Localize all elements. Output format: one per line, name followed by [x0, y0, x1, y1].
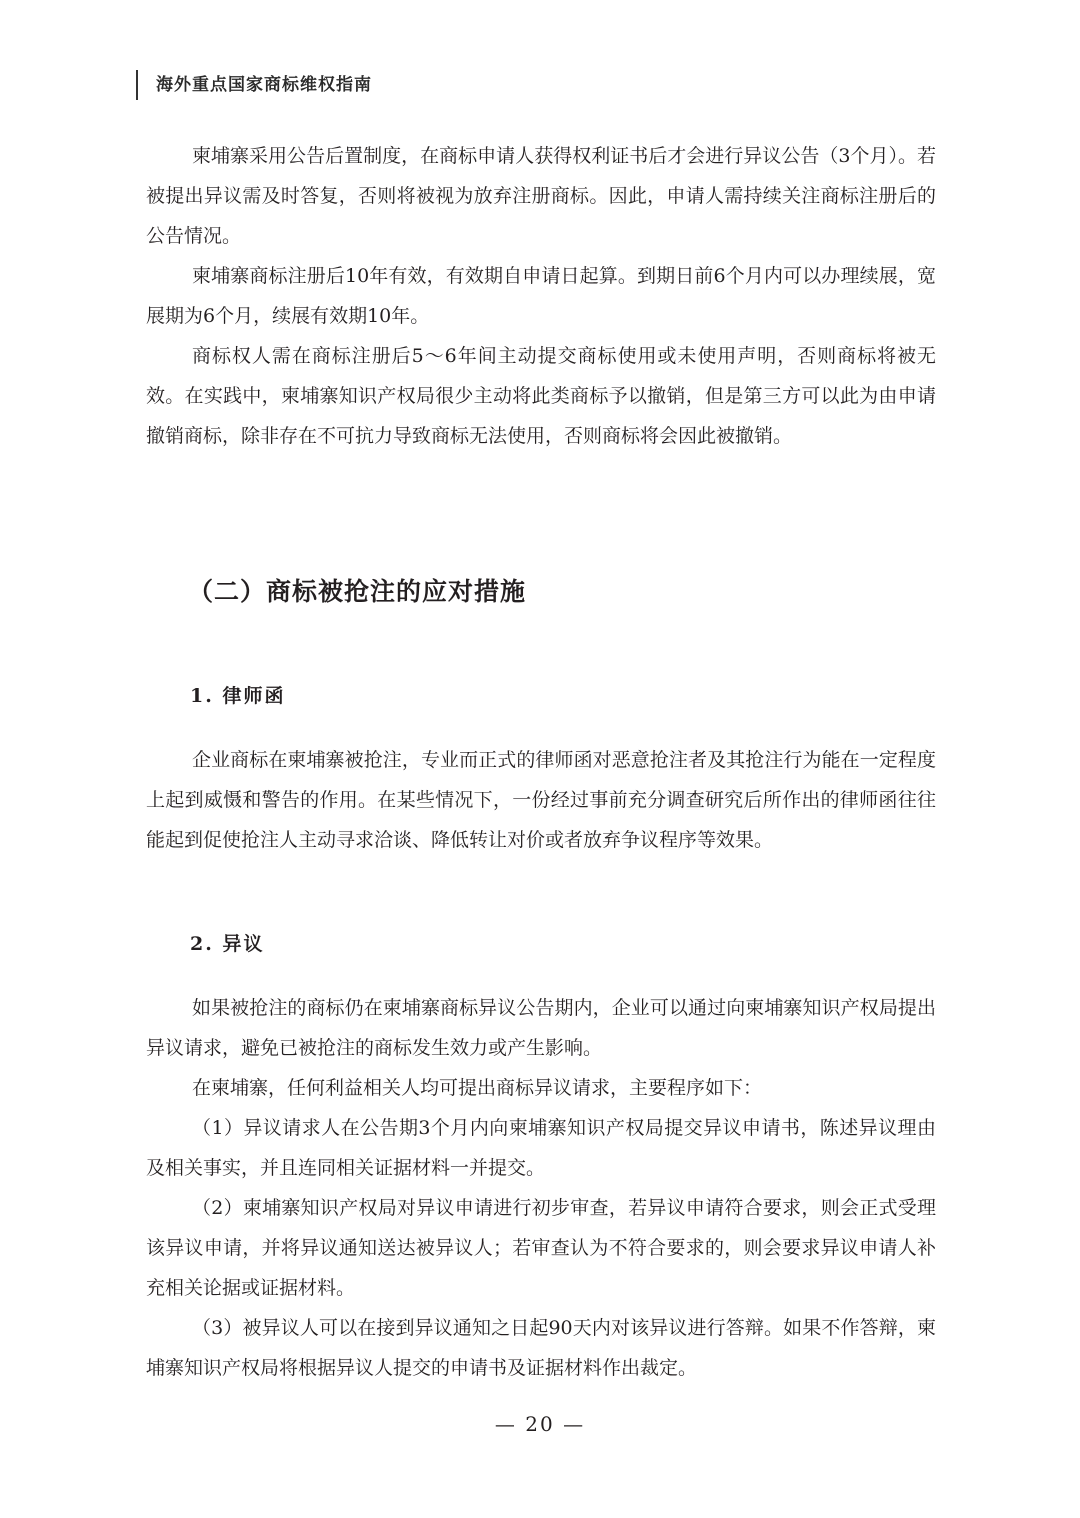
running-header-title: 海外重点国家商标维权指南 [136, 70, 372, 100]
paragraph-opposition-intro: 如果被抢注的商标仍在柬埔寨商标异议公告期内，企业可以通过向柬埔寨知识产权局提出异议请求，避免已被抢注的商标发生效力或产生影响。 [146, 997, 936, 1059]
paragraph-opposition-step-2: （2）柬埔寨知识产权局对异议申请进行初步审查，若异议申请符合要求，则会正式受理该异议申请，并将异议通知送达被异议人；若审查认为不符合要求的，则会要求异议申请人补充相关论据或证据材料。 [146, 1197, 936, 1299]
paragraph-opposition-procedure: 在柬埔寨，任何利益相关人均可提出商标异议请求，主要程序如下： [192, 1077, 763, 1099]
subheading-lawyer-letter: 1. 律师函 [190, 685, 286, 707]
paragraph-use-declaration: 商标权人需在商标注册后5～6年间主动提交商标使用或未使用声明，否则商标将被无效。在实践中，柬埔寨知识产权局很少主动将此类商标予以撤销，但是第三方可以此为由申请撤销商标，除非存在不可抗力导致商标无法使用，否则商标将会因此被撤销。 [146, 345, 936, 447]
paragraph-post-announcement: 柬埔寨采用公告后置制度，在商标申请人获得权利证书后才会进行异议公告（3个月）。若被提出异议需及时答复，否则将被视为放弃注册商标。因此，申请人需持续关注商标注册后的公告情况。 [146, 145, 936, 247]
paragraph-validity-renewal: 柬埔寨商标注册后10年有效，有效期自申请日起算。到期日前6个月内可以办理续展，宽展期为6个月，续展有效期10年。 [146, 265, 936, 327]
paragraph-opposition-step-1: （1）异议请求人在公告期3个月内向柬埔寨知识产权局提交异议申请书，陈述异议理由及相关事实，并且连同相关证据材料一并提交。 [146, 1117, 936, 1179]
paragraph-opposition-step-3: （3）被异议人可以在接到异议通知之日起90天内对该异议进行答辩。如果不作答辩，柬埔寨知识产权局将根据异议人提交的申请书及证据材料作出裁定。 [146, 1317, 936, 1379]
section-heading: （二）商标被抢注的应对措施 [188, 577, 527, 606]
page-number: — 20 — [494, 1412, 586, 1436]
subheading-opposition: 2. 异议 [190, 933, 265, 955]
paragraph-lawyer-letter: 企业商标在柬埔寨被抢注，专业而正式的律师函对恶意抢注者及其抢注行为能在一定程度上起到威慑和警告的作用。在某些情况下，一份经过事前充分调查研究后所作出的律师函往往能起到促使抢注人主动寻求洽谈、降低转让对价或者放弃争议程序等效果。 [146, 749, 936, 851]
